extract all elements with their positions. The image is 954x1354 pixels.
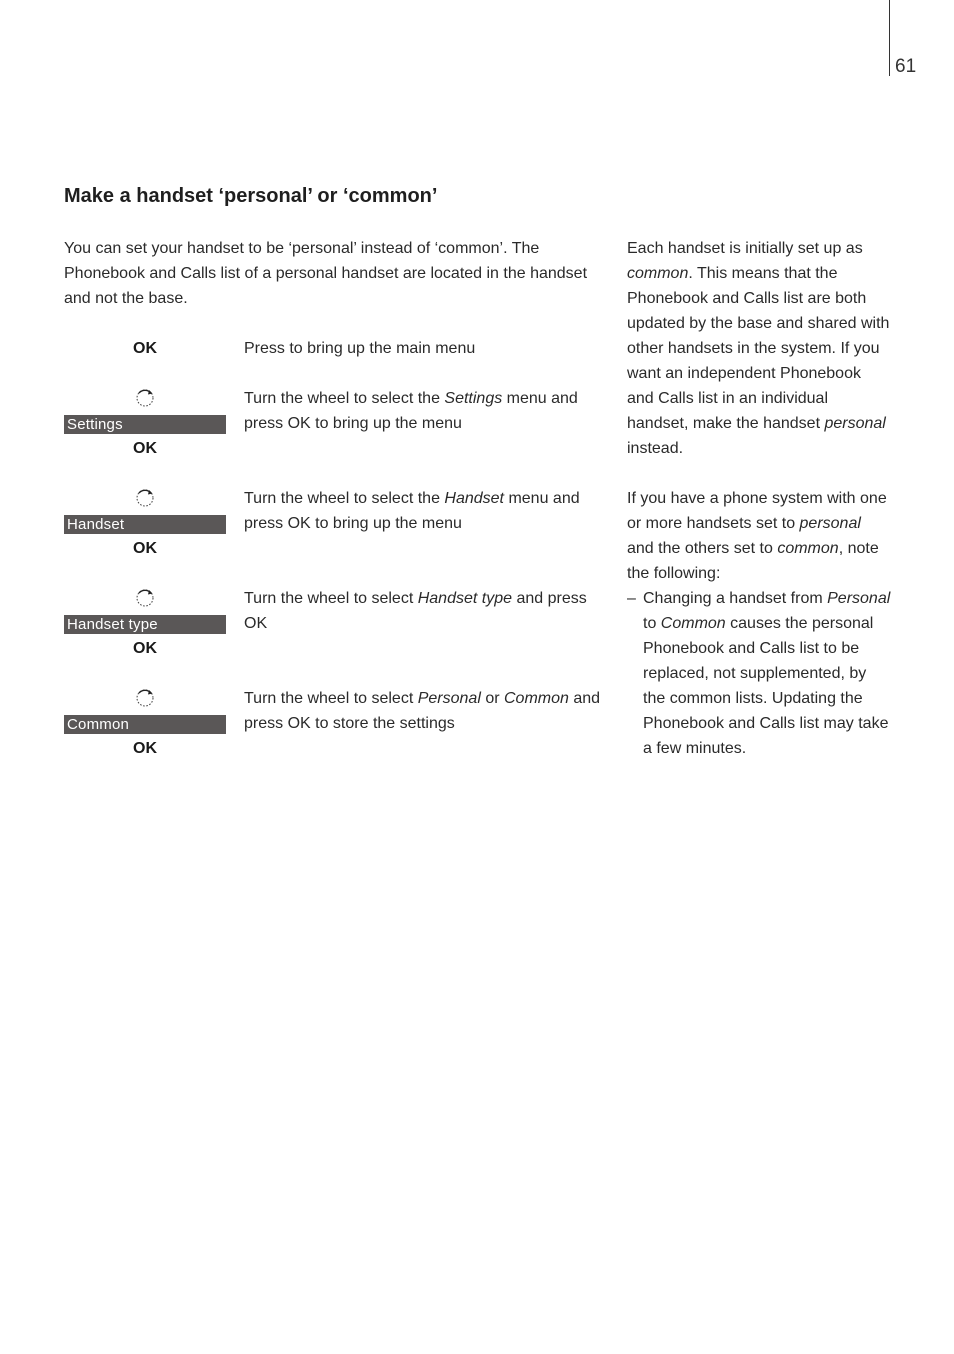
step-instruction [244,586,606,636]
wheel-rotate-icon [134,686,156,708]
display-handset: Handset [64,515,226,534]
side-italic: personal [824,415,886,432]
option-name: Personal [417,690,481,707]
paragraph-gap [627,461,892,486]
side-text: instead. [627,440,684,457]
step-text: menu and press OK to bring up the menu [244,490,580,532]
ok-key-label: OK [133,640,157,657]
side-text: . This means that the Phonebook and Calls list are both updated by the base and shared with other handsets in the system. If you want an independent Phonebook and Calls list in an individual handset, make the handset [627,265,890,432]
display-handset-type: Handset type [64,615,226,634]
side-list-item [627,586,892,761]
step-instruction [244,486,606,536]
step-text: or [480,690,504,707]
wheel-rotate-icon [134,386,156,408]
side-text: causes the personal Phonebook and Calls list to be replaced, not supplemented, by the common lists. Updating the Phonebook and Calls list may take a few minutes. [643,615,889,757]
step-text: Press to bring up the main menu [244,340,476,357]
menu-name: Handset [444,490,504,507]
side-text: , note the following: [627,540,879,582]
side-italic: personal [799,515,861,532]
side-italic: Common [660,615,726,632]
display-settings: Settings [64,415,226,434]
step-instruction [244,686,606,736]
step-text: and press OK to store the settings [244,690,601,732]
side-paragraph-common [627,236,892,461]
step-instruction [244,336,606,361]
side-text: If you have a phone system with one or more handsets set to [627,490,887,532]
display-common: Common [64,715,226,734]
step-text: Turn the wheel to select the [244,490,445,507]
menu-name: Settings [444,390,503,407]
wheel-rotate-icon [134,586,156,608]
side-text: and the others set to [627,540,778,557]
side-italic: common [627,265,689,282]
page-number: 61 [895,56,917,77]
section-title: Make a handset ‘personal’ or ‘common’ [64,185,438,207]
step-text: Turn the wheel to select [244,590,418,607]
side-text: to [643,615,661,632]
menu-name: Handset type [417,590,512,607]
side-italic: Personal [827,590,891,607]
intro-paragraph: You can set your handset to be ‘personal’ instead of ‘common’. The Phonebook and Calls list of a personal handset are located in the handset and not the base. [64,240,588,307]
option-name: Common [504,690,569,707]
step-text: Turn the wheel to select [244,690,418,707]
side-text: Changing a handset from [643,590,828,607]
wheel-rotate-icon [134,486,156,508]
step-text: menu and press OK to bring up the menu [244,390,578,432]
side-italic: common [777,540,839,557]
ok-key-label: OK [133,540,157,557]
side-text: Each handset is initially set up as [627,240,863,257]
side-notes [627,236,892,761]
ok-key-label: OK [133,440,157,457]
step-text: and press OK [244,590,587,632]
step-text: Turn the wheel to select the [244,390,445,407]
ok-key-label: OK [133,740,157,757]
side-paragraph-system [627,486,892,586]
list-dash: – [627,590,636,607]
step-instruction [244,386,606,436]
ok-key-label: OK [133,340,157,357]
page-edge-rule [889,0,890,76]
